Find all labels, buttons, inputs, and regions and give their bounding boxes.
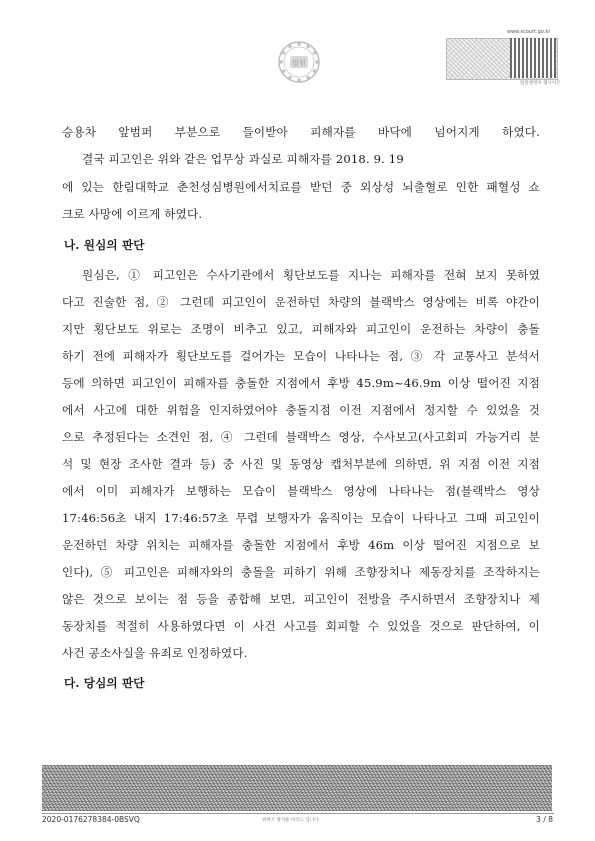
body-line: 석 및 현장 조사한 결과 등) 중 사진 및 동영상 캡처부분에 의하면, 위 지점 이전 지점 (62, 457, 540, 471)
body-line: 으로 추정된다는 소견인 점, ④ 그런데 블랙박스 영상, 수사보고(사고회피 가능거리 분 (62, 430, 540, 444)
body-line: 에서 이미 피해자가 보행하는 모습이 블랙박스 영상에 나타나는 점(블랙박스 영상 (62, 484, 540, 498)
section-heading: 나. 원심의 판단 (64, 238, 145, 252)
body-line: 에 있는 한림대학교 춘천성심병원에서치료를 받던 중 외상성 뇌출혈로 인한 패혈성 쇼 (62, 180, 540, 194)
body-line: 결국 피고인은 위와 같은 업무상 과실로 피해자를 2018. 9. 19 (82, 152, 404, 166)
document-number: 2020-0176278384-0BSVQ (42, 815, 140, 824)
body-line: 원심은, ① 피고인은 수사기관에서 횡단보도를 지나는 피해자를 전혀 보지 못하였 (82, 268, 540, 282)
court-seal-icon (277, 40, 321, 84)
body-line: 인다), ⑤ 피고인은 피해자와의 충돌을 피하기 위해 조향장치나 제동장치를 조작하지는 (62, 565, 540, 579)
body-line: 승용차 앞범퍼 부분으로 들이받아 피해자를 바닥에 넘어지게 하였다. (62, 125, 540, 139)
qr-code-icon (510, 38, 556, 78)
seal-text: 법원 (292, 59, 306, 67)
body-line: 다고 진술한 점, ② 그런데 피고인이 운전하던 차량의 블랙박스 영상에는 비록 야간이 (62, 295, 540, 309)
anti-forgery-barcode (42, 765, 552, 811)
body-line: 동장치를 적절히 사용하였다면 이 사건 사고를 회피할 수 있었을 것으로 판단하여, 이 (62, 619, 540, 633)
body-line: 등에 의하면 피고인이 피해자를 충돌한 지점에서 후방 45.9m~46.9m 이상 떨어진 지점 (62, 376, 540, 390)
body-line: 않은 것으로 보이는 점 등을 종합해 보면, 피고인이 전방을 주시하면서 조향장치나 제 (62, 592, 540, 606)
body-line: 지만 횡단보도 위로는 조명이 비추고 있고, 피해자와 피고인이 운전하는 차량이 충돌 (62, 322, 540, 336)
qr-caption: 법원행정처 웹사이트 (520, 81, 561, 86)
body-line: 에서 사고에 대한 위험을 인지하였어야 충돌지점 이전 지점에서 정지할 수 있었을 것 (62, 403, 540, 417)
body-line: 17:46:56초 내지 17:46:57초 무렵 보행자가 움직이는 모습이 나타나고 그때 피고인이 (62, 511, 540, 525)
footer-divider (42, 813, 554, 814)
qr-url: www.scourt.go.kr (507, 29, 551, 35)
body-line: 하기 전에 피해자가 횡단보도를 걸어가는 모습이 나타나는 점, ③ 각 교통사고 분석서 (62, 349, 540, 363)
body-line: 사건 공소사실을 유죄로 인정하였다. (62, 646, 248, 660)
body-line: 운전하던 차량 위치는 피해자를 충돌한 지점에서 후방 46m 이상 떨어진 지점으로 보 (62, 538, 540, 552)
barcode-caption: 위변조 방지용 바코드 입니다. (262, 818, 320, 823)
body-line: 크로 사망에 이르게 하였다. (62, 207, 203, 221)
section-heading: 다. 당심의 판단 (64, 676, 145, 690)
page-number: 3 / 8 (536, 815, 553, 824)
